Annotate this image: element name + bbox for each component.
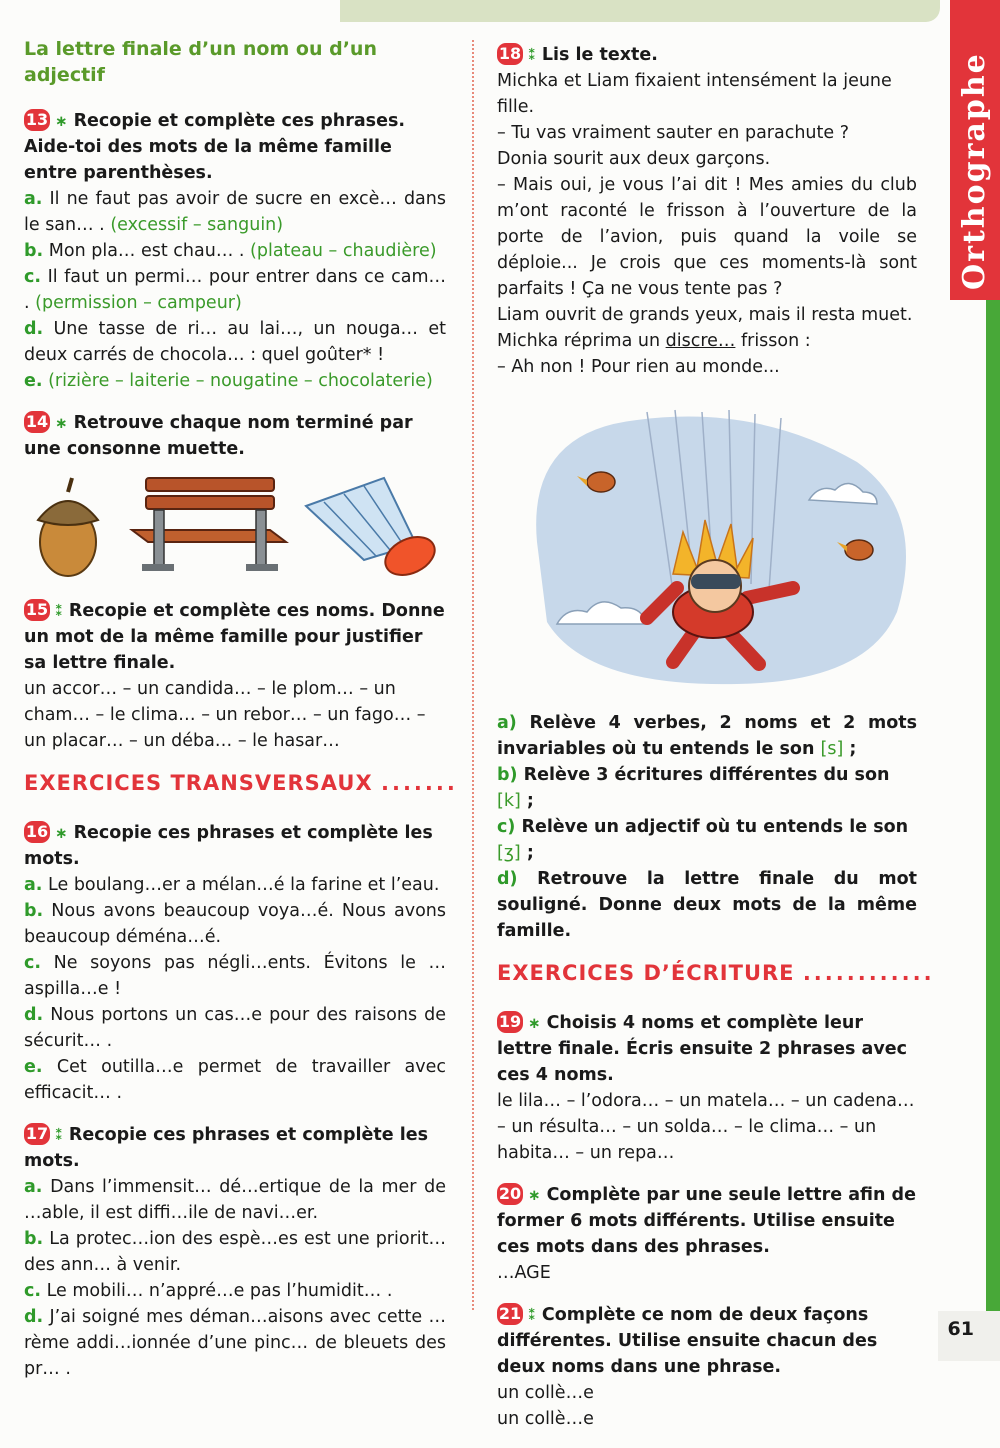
exercise-item: b. Mon pla… est chau… . (plateau – chaudière) (24, 241, 437, 261)
exercise-number: 15 (25, 600, 49, 619)
exercise-20 (497, 1182, 917, 1286)
exercise-number: 21 (498, 1304, 522, 1323)
exercise-item: d. Une tasse de ri… au lai…, un nouga… et deux carrés de chocola… : quel goûter* ! (24, 319, 446, 365)
question: d) Retrouve la lettre finale du mot souligné. Donne deux mots de la même famille. (497, 869, 917, 941)
exercise-15 (24, 598, 446, 754)
story-line: Michka et Liam fixaient intensément la jeune fille. (497, 71, 892, 117)
story-line: Michka réprima un discre… frisson : (497, 331, 811, 351)
ecriture-heading: EXERCICES D’ÉCRITURE ............ (497, 961, 935, 985)
bench-icon (132, 478, 286, 571)
exercise-16 (24, 820, 446, 1106)
level-icon: ⁑ (528, 46, 536, 64)
story-line: Donia sourit aux deux garçons. (497, 149, 771, 169)
transversaux-heading: EXERCICES TRANSVERSAUX ....... (24, 771, 458, 795)
exercise-item: a. Dans l’immensit… dé…ertique de la mer de …able, il est diffi…ile de navi…er. (24, 1177, 446, 1223)
exercise-number: 13 (25, 110, 49, 129)
underlined-word: discre… (665, 331, 736, 351)
pictures (24, 464, 446, 582)
exercise-instruction: 21 ⁑ Complète ce nom de deux façons différentes. Utilise ensuite chacun des deux noms dans une phrase. (497, 1304, 878, 1377)
level-icon: ∗ (55, 112, 68, 130)
exercise-text: …AGE (497, 1263, 551, 1283)
exercise-item: d. J’ai soigné mes déman…aisons avec cette …rème addi…ionnée d’une pinc… de bleuets des pr… . (24, 1307, 446, 1379)
exercise-17 (24, 1122, 446, 1382)
exercise-instruction: 15 ⁑ Recopie et complète ces noms. Donne un mot de la même famille pour justifier sa lettre finale. (24, 600, 445, 673)
exercise-text: un accor… – un candida… – le plom… – un cham… – le clima… – un rebor… – un fago… – un placar… – un déba… – le hasar… (24, 679, 426, 751)
level-icon: ∗ (55, 414, 68, 432)
level-icon: ⁑ (55, 602, 63, 620)
shuttlecock-icon (306, 478, 441, 582)
question: a) Relève 4 verbes, 2 noms et 2 mots invariables où tu entends le son [s] ; (497, 713, 917, 759)
level-icon: ⁑ (528, 1306, 536, 1324)
exercise-19 (497, 1010, 917, 1166)
exercise-text: le lila… – l’odora… – un matela… – un cadena… – un résulta… – un solda… – le clima… – un habita… – un repa… (497, 1091, 915, 1163)
section-title: La lettre finale d’un nom ou d’un adjectif (24, 38, 377, 86)
exercise-item: a. Le boulang…er a mélan…é la farine et l’eau. (24, 875, 440, 895)
exercise-21 (497, 1302, 917, 1432)
exercise-instruction: 14 ∗ Retrouve chaque nom terminé par une consonne muette. (24, 412, 413, 459)
question: c) Relève un adjectif où tu entends le son [ʒ] ; (497, 817, 909, 863)
exercise-number: 16 (25, 822, 49, 841)
exercise-number: 19 (498, 1012, 522, 1031)
level-icon: ∗ (528, 1186, 541, 1204)
story-line: – Tu vas vraiment sauter en parachute ? (497, 123, 849, 143)
exercise-item: c. Il faut un permi… pour entrer dans ce cam… . (permission – campeur) (24, 267, 446, 313)
exercise-instruction: 13 ∗ Recopie et complète ces phrases. Aide-toi des mots de la même famille entre parenthèses. (24, 110, 406, 183)
level-icon: ∗ (528, 1014, 541, 1032)
exercise-number: 14 (25, 412, 49, 431)
exercise-item: b. Nous avons beaucoup voya…é. Nous avons beaucoup déména…é. (24, 901, 446, 947)
exercise-number: 20 (498, 1184, 522, 1203)
exercise-number: 17 (25, 1124, 49, 1143)
exercise-item: e. Cet outilla…e permet de travailler avec efficacit… . (24, 1057, 446, 1103)
top-banner (340, 0, 940, 22)
right-column (497, 42, 935, 1448)
story-line: – Ah non ! Pour rien au monde... (497, 357, 780, 377)
exercise-item: b. La protec…ion des espè…es est une priorit… des ann… à venir. (24, 1229, 446, 1275)
exercise-item: e. (rizière – laiterie – nougatine – chocolaterie) (24, 371, 433, 391)
level-icon: ∗ (55, 824, 68, 842)
exercise-number: 18 (498, 44, 522, 63)
exercise-item: c. Ne soyons pas négli…ents. Évitons le …aspilla…e ! (24, 953, 446, 999)
left-column (24, 36, 458, 1398)
exercise-instruction: 20 ∗ Complète par une seule lettre afin de former 6 mots différents. Utilise ensuite ces mots dans des phrases. (497, 1184, 916, 1257)
pictures-svg (24, 464, 446, 582)
skydiver-illustration (497, 392, 917, 692)
exercise-18 (497, 42, 917, 944)
green-strip (986, 300, 1000, 1330)
exercise-item: c. Le mobili… n’appré…e pas l’humidit… . (24, 1281, 393, 1301)
side-tab (950, 0, 1000, 300)
question: b) Relève 3 écritures différentes du son [k] ; (497, 765, 890, 811)
exercise-instruction: 16 ∗ Recopie ces phrases et complète les mots. (24, 822, 433, 869)
exercise-line: un collè…e (497, 1409, 594, 1429)
acorn-icon (38, 478, 98, 576)
skydiver-svg (497, 392, 917, 692)
exercise-item: a. Il ne faut pas avoir de sucre en excè… dans le san… . (excessif – sanguin) (24, 189, 446, 235)
exercise-line: un collè…e (497, 1383, 594, 1403)
exercise-14 (24, 410, 446, 582)
exercise-instruction: 18 ⁑ Lis le texte. (498, 44, 658, 65)
story-line: – Mais oui, je vous l’ai dit ! Mes amies du club m’ont raconté le frisson à l’ouverture de la porte de l’avion, puis quand la voile se déploie... Je crois que ces moments-là sont parfaits ! Ça ne vous tente pas ? (497, 175, 917, 299)
exercise-13 (24, 108, 446, 394)
level-icon: ⁑ (55, 1126, 63, 1144)
side-tab-label: Orthographe (957, 52, 992, 290)
exercise-instruction: 17 ⁑ Recopie ces phrases et complète les mots. (24, 1124, 429, 1171)
story-line: Liam ouvrit de grands yeux, mais il resta muet. (497, 305, 913, 325)
exercise-instruction: 19 ∗ Choisis 4 noms et complète leur lettre finale. Écris ensuite 2 phrases avec ces 4 noms. (497, 1012, 907, 1085)
column-divider (472, 40, 474, 1310)
page-number: 61 (947, 1318, 974, 1340)
exercise-item: d. Nous portons un cas…e pour des raisons de sécurit… . (24, 1005, 446, 1051)
